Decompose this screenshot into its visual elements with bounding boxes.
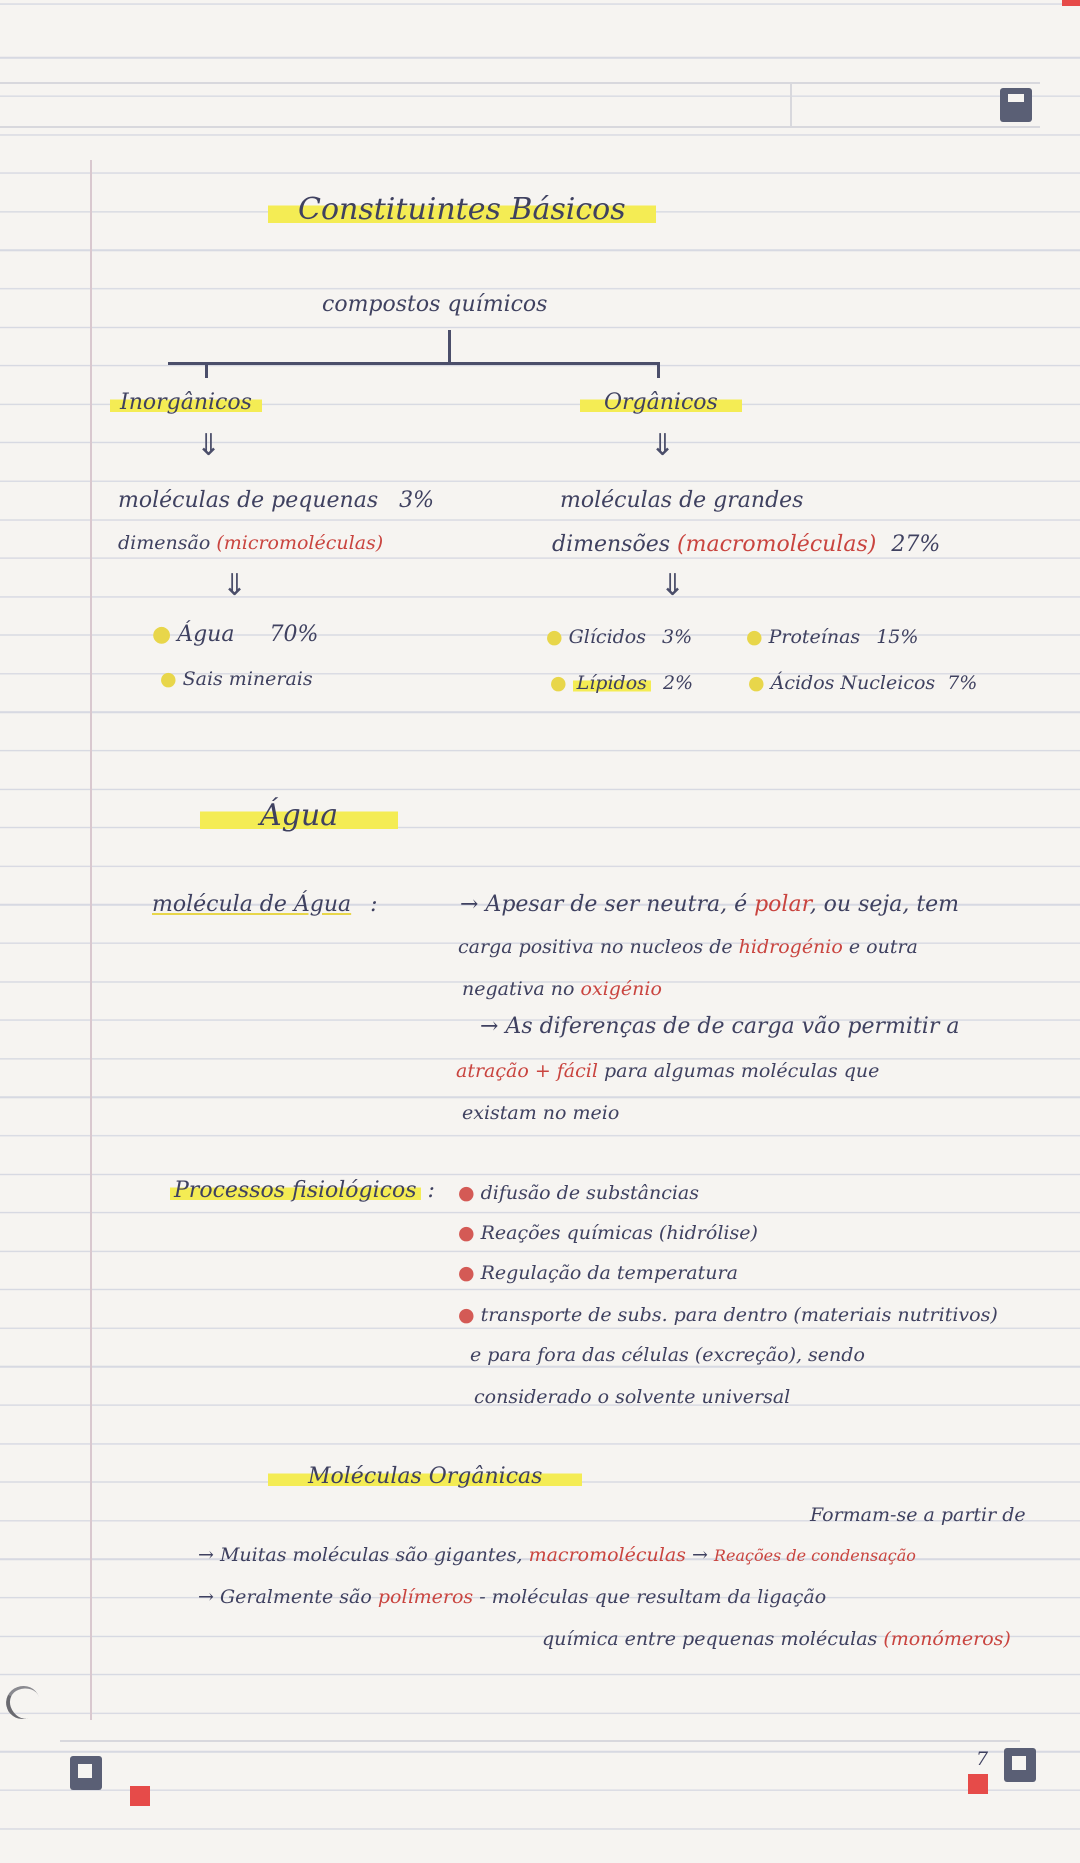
bullet-icon: ● — [458, 1304, 475, 1326]
agua-heading: Água — [200, 798, 398, 833]
tree-left-stem — [205, 362, 208, 378]
header-box — [0, 82, 1040, 128]
organicas-line3: química entre pequenas moléculas (monómeros) — [542, 1628, 1011, 1650]
down-arrow-icon: ⇓ — [222, 568, 248, 603]
list-item-lipidos: ● Lípidos 2% — [550, 672, 694, 694]
bullet-icon: ● — [458, 1262, 475, 1284]
bullet-icon: ● — [748, 672, 765, 694]
agua-p2-line1: → As diferenças de de carga vão permitir a — [480, 1014, 960, 1039]
organicos-heading: Orgânicos — [580, 390, 742, 415]
bullet-icon: ● — [458, 1182, 475, 1204]
processo-item-4: ● transporte de subs. para dentro (materiais nutritivos) — [458, 1304, 998, 1326]
macromoleculas-term: (macromoléculas) — [677, 532, 877, 557]
bottom-left-corner-icon — [70, 1756, 102, 1790]
margin-line — [90, 160, 92, 1720]
bullet-icon: ● — [546, 626, 563, 648]
agua-p1-line1: → Apesar de ser neutra, é polar, ou seja, tem — [460, 892, 960, 917]
inorganicos-percent: 3% — [399, 488, 435, 513]
binder-hole — [1, 1681, 44, 1724]
organicas-heading: Moléculas Orgânicas — [268, 1464, 582, 1489]
organicos-desc-line2: dimensões (macromoléculas) 27% — [552, 532, 941, 557]
list-item-glicidos: ● Glícidos 3% — [546, 626, 693, 648]
top-right-corner-icon — [1000, 88, 1032, 122]
tree-root: compostos químicos — [322, 292, 548, 317]
processo-cont-line2: considerado o solvente universal — [474, 1386, 791, 1408]
organicos-percent: 27% — [891, 532, 941, 557]
bottom-right-red-mark — [968, 1774, 988, 1794]
header-box-divider — [790, 82, 792, 126]
processo-item-3: ● Regulação da temperatura — [458, 1262, 738, 1284]
inorganicos-desc-line2: dimensão (micromoléculas) — [118, 532, 384, 554]
processos-label: Processos fisiológicos : — [170, 1178, 435, 1203]
organicas-side-note: Formam-se a partir de — [810, 1504, 1026, 1526]
organicas-line1: → Muitas moléculas são gigantes, macromoléculas → Reações de condensação — [198, 1544, 916, 1566]
processo-item-1: ● difusão de substâncias — [458, 1182, 700, 1204]
agua-p2-line2: atração + fácil para algumas moléculas que — [456, 1060, 880, 1082]
down-arrow-icon: ⇓ — [196, 428, 222, 463]
down-arrow-icon: ⇓ — [660, 568, 686, 603]
micromoleculas-term: (micromoléculas) — [216, 532, 384, 554]
tree-root-stem — [448, 330, 451, 364]
page-number: 7 — [976, 1748, 989, 1770]
list-item-acidos-nucleicos: ● Ácidos Nucleicos 7% — [748, 672, 978, 694]
inorganicos-heading: Inorgânicos — [110, 390, 262, 415]
tree-right-stem — [657, 362, 660, 378]
bullet-icon: ● — [160, 668, 177, 690]
list-item-sais-minerais: ● Sais minerais — [160, 668, 313, 690]
organicas-line2: → Geralmente são polímeros - moléculas que resultam da ligação — [198, 1586, 827, 1608]
agua-p2-line3: existam no meio — [462, 1102, 620, 1124]
bullet-icon: ● — [746, 626, 763, 648]
agua-p1-line3: negativa no oxigénio — [462, 978, 662, 1000]
organicos-desc-line1: moléculas de grandes — [560, 488, 804, 513]
list-item-proteinas: ● Proteínas 15% — [746, 626, 919, 648]
list-item-agua: ● Água 70% — [152, 622, 319, 647]
page-title: Constituintes Básicos — [268, 192, 656, 227]
processo-cont-line1: e para fora das células (excreção), sendo — [470, 1344, 865, 1366]
inorganicos-desc-line1: moléculas de pequenas 3% — [118, 488, 435, 513]
agua-p1-line2: carga positiva no nucleos de hidrogénio e outra — [458, 936, 918, 958]
footer-box — [60, 1740, 1020, 1812]
bullet-icon: ● — [550, 672, 567, 694]
bottom-right-corner-icon — [1004, 1748, 1036, 1782]
down-arrow-icon: ⇓ — [650, 428, 676, 463]
bullet-icon: ● — [458, 1222, 475, 1244]
agua-label: molécula de Água : — [152, 892, 378, 917]
top-corner-mark — [1062, 0, 1080, 6]
processo-item-2: ● Reações químicas (hidrólise) — [458, 1222, 758, 1244]
bullet-icon: ● — [152, 622, 172, 647]
bottom-left-red-mark — [130, 1786, 150, 1806]
tree-branch-line — [168, 362, 660, 365]
